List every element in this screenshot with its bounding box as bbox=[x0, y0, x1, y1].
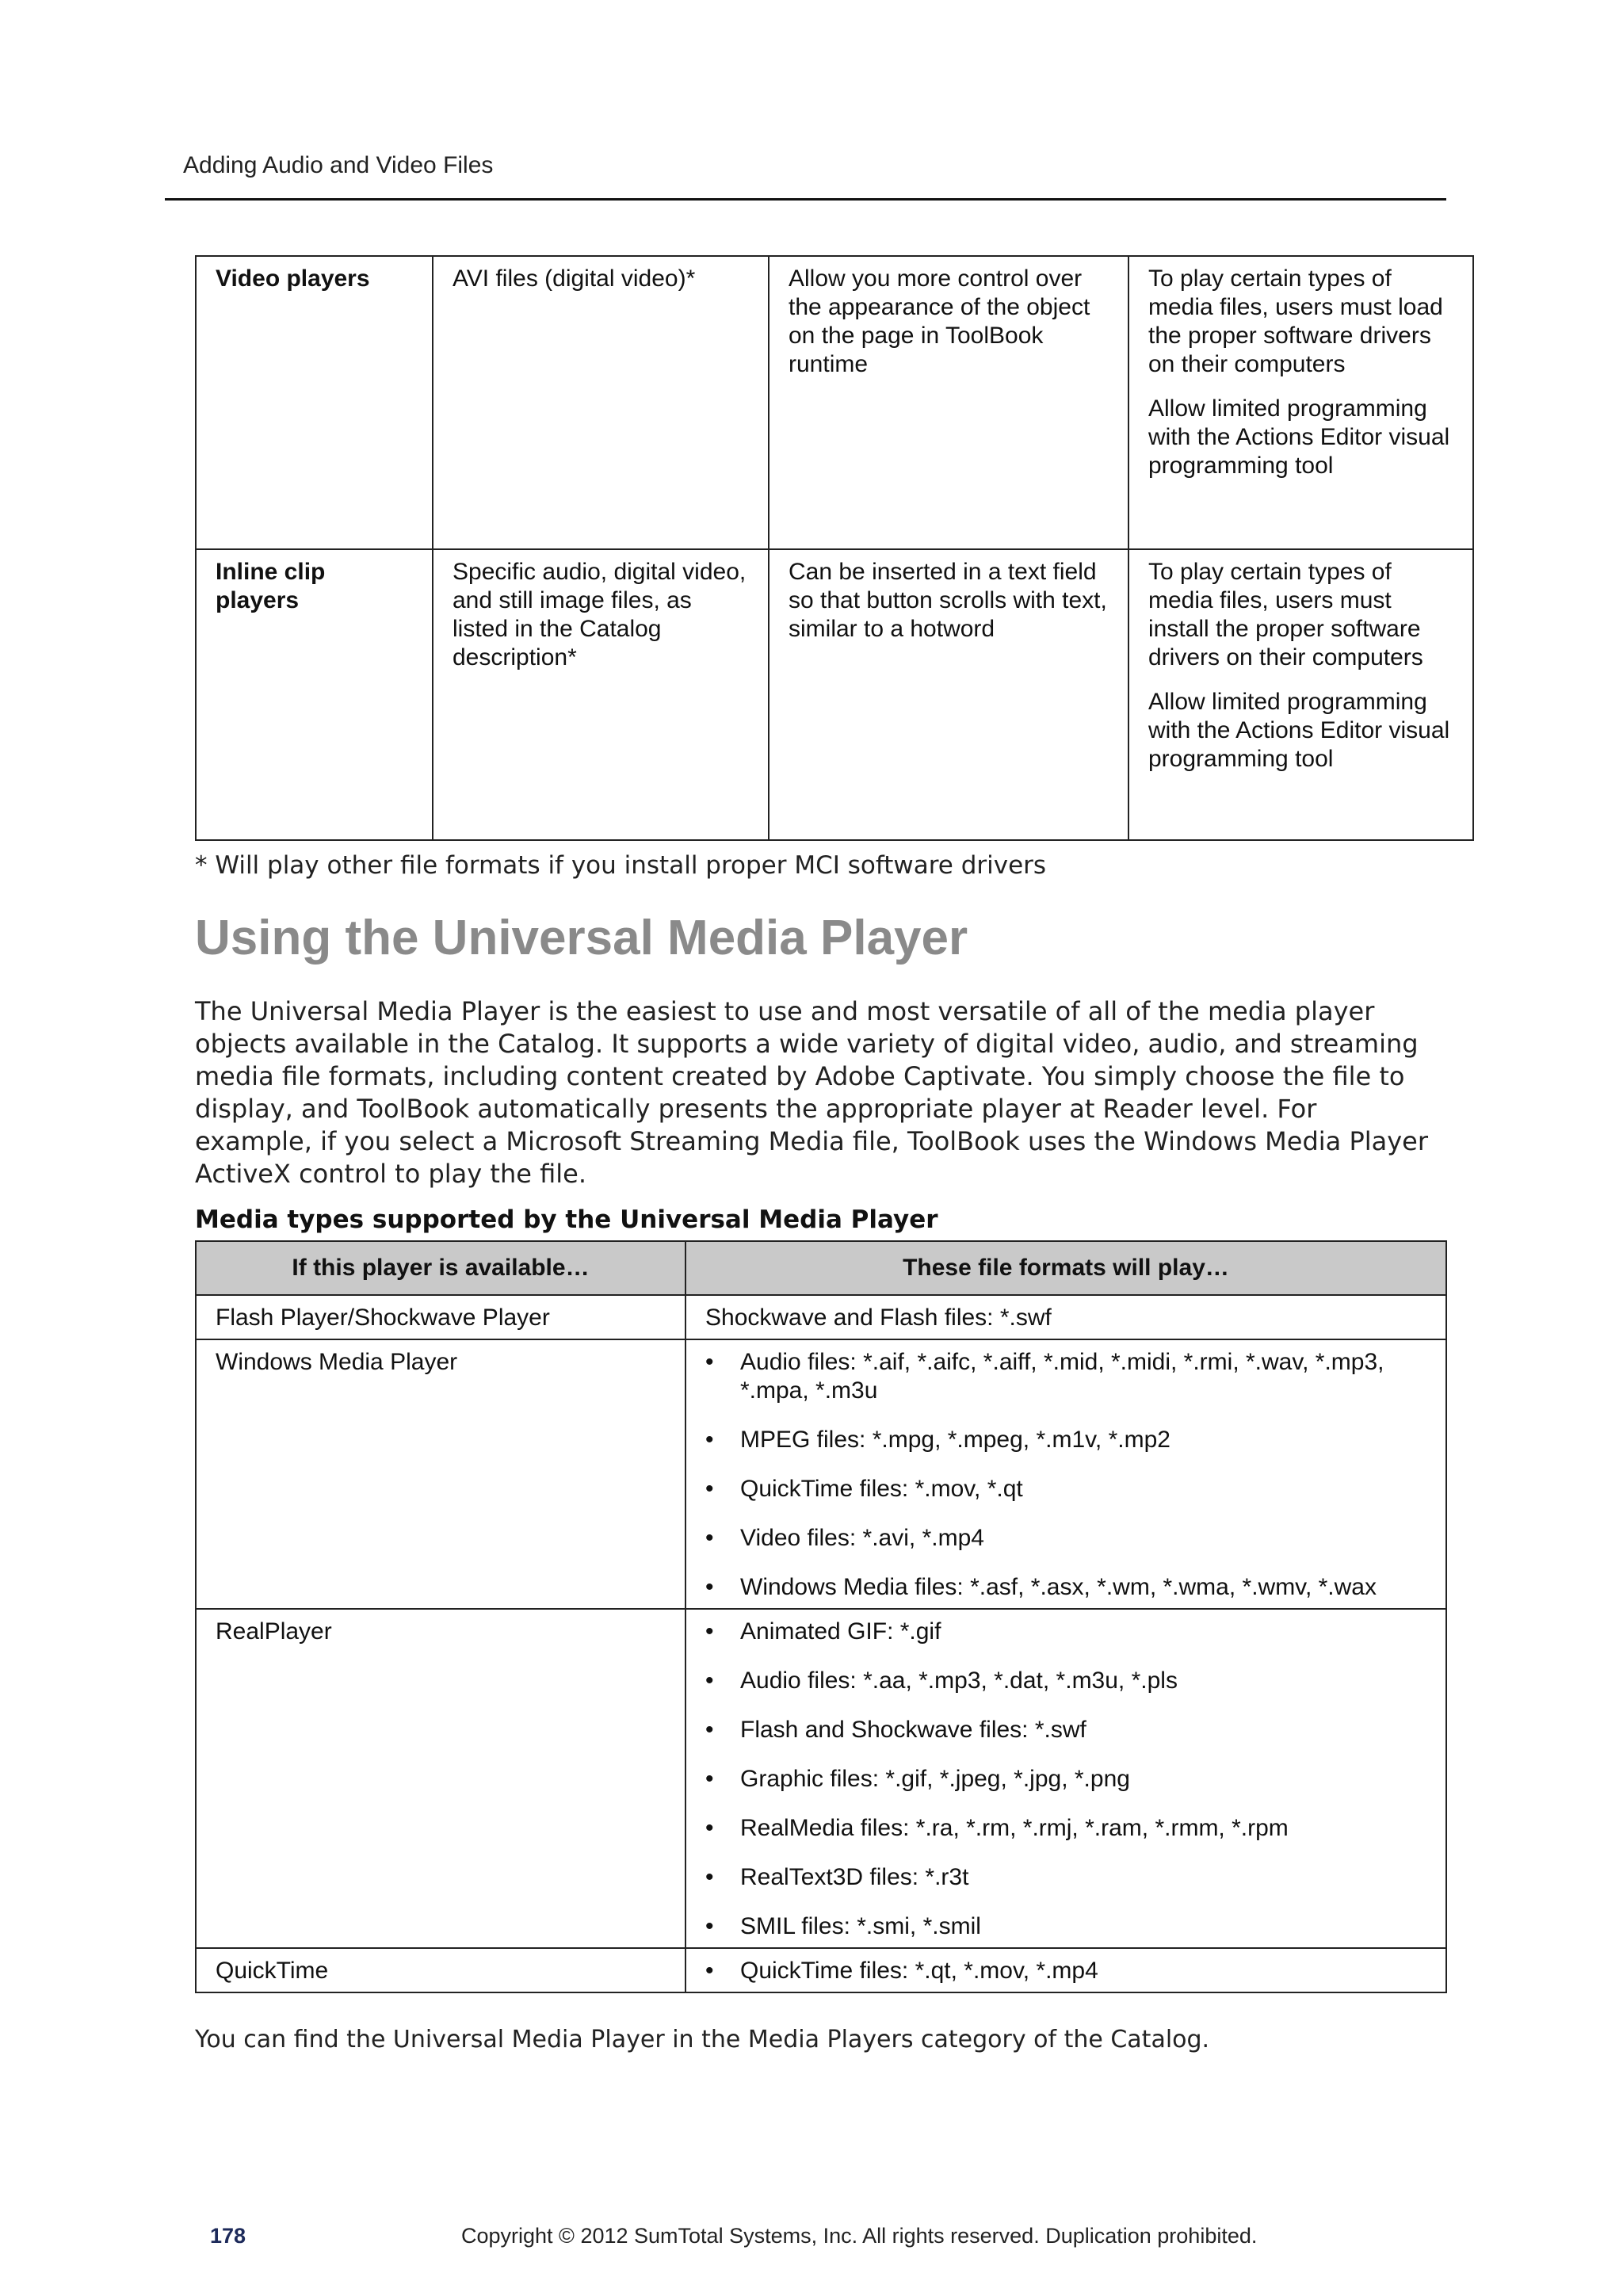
table-row bbox=[196, 1609, 1446, 1948]
list-item: • Windows Media files: *.asf, *.asx, *.wm, *.wma, *.wmv, *.wax bbox=[705, 1573, 1426, 1602]
header-rule bbox=[165, 198, 1446, 201]
limitation-text: Allow limited programming with the Actions Editor visual programming tool bbox=[1148, 689, 1450, 772]
format-list bbox=[705, 1348, 1426, 1602]
player-cell: RealPlayer bbox=[196, 1609, 685, 1948]
list-item: • Animated GIF: *.gif bbox=[705, 1618, 1426, 1646]
intro-paragraph: The Universal Media Player is the easiest to use and most versatile of all of the media player objects available in the Catalog. It supports a wide variety of digital video, audio, and streaming media file formats, including content created by Adobe Captivate. You simply choose the file to display, and ToolBook automatically presents the appropriate player at Reader level. For example, if you select a Microsoft Streaming Media file, ToolBook uses the Windows Media Player ActiveX control to play the file. bbox=[195, 996, 1429, 1189]
formats-cell bbox=[685, 1948, 1446, 1992]
table-footnote: * Will play other file formats if you install proper MCI software drivers bbox=[195, 851, 1047, 880]
file-types-cell: AVI files (digital video)* bbox=[433, 256, 769, 549]
player-cell: Flash Player/Shockwave Player bbox=[196, 1295, 685, 1339]
formats-cell: Shockwave and Flash files: *.swf bbox=[685, 1295, 1446, 1339]
list-item: • QuickTime files: *.qt, *.mov, *.mp4 bbox=[705, 1957, 1426, 1985]
file-types-cell: Specific audio, digital video, and still image files, as listed in the Catalog description* bbox=[433, 549, 769, 840]
advantages-cell: Can be inserted in a text field so that button scrolls with text, similar to a hotword bbox=[769, 549, 1128, 840]
player-cell: QuickTime bbox=[196, 1948, 685, 1992]
player-cell: Windows Media Player bbox=[196, 1339, 685, 1609]
list-item: • SMIL files: *.smi, *.smil bbox=[705, 1912, 1426, 1941]
player-types-table bbox=[195, 255, 1474, 841]
running-header: Adding Audio and Video Files bbox=[183, 152, 494, 178]
closing-paragraph: You can find the Universal Media Player in the Media Players category of the Catalog. bbox=[195, 2026, 1210, 2053]
table-row bbox=[196, 1295, 1446, 1339]
advantages-cell: Allow you more control over the appearance of the object on the page in ToolBook runtime bbox=[769, 256, 1128, 549]
list-item: • MPEG files: *.mpg, *.mpeg, *.m1v, *.mp2 bbox=[705, 1426, 1426, 1454]
limitation-text: To play certain types of media files, users must install the proper software drivers on their computers bbox=[1148, 559, 1423, 670]
list-item: • Audio files: *.aif, *.aifc, *.aiff, *.mid, *.midi, *.rmi, *.wav, *.mp3, *.mpa, *.m3u bbox=[705, 1348, 1426, 1405]
format-list bbox=[705, 1957, 1426, 1985]
formats-cell bbox=[685, 1339, 1446, 1609]
limitation-text: Allow limited programming with the Actions Editor visual programming tool bbox=[1148, 395, 1450, 479]
table-row bbox=[196, 1339, 1446, 1609]
limitation-text: To play certain types of media files, users must load the proper software drivers on their computers bbox=[1148, 266, 1443, 377]
column-header: If this player is available… bbox=[196, 1241, 685, 1295]
list-item: • RealText3D files: *.r3t bbox=[705, 1863, 1426, 1892]
column-header: These file formats will play… bbox=[685, 1241, 1446, 1295]
limitations-cell bbox=[1128, 256, 1473, 549]
format-list bbox=[705, 1618, 1426, 1941]
table-header-row bbox=[196, 1241, 1446, 1295]
list-item: • Graphic files: *.gif, *.jpeg, *.jpg, *.png bbox=[705, 1765, 1426, 1794]
table-caption: Media types supported by the Universal Media Player bbox=[195, 1205, 938, 1234]
player-type-cell: Video players bbox=[196, 256, 433, 549]
list-item: • Audio files: *.aa, *.mp3, *.dat, *.m3u, *.pls bbox=[705, 1667, 1426, 1695]
table-row bbox=[196, 256, 1473, 549]
list-item: • Flash and Shockwave files: *.swf bbox=[705, 1716, 1426, 1744]
list-item: • RealMedia files: *.ra, *.rm, *.rmj, *.ram, *.rmm, *.rpm bbox=[705, 1814, 1426, 1843]
limitations-cell bbox=[1128, 549, 1473, 840]
media-types-table bbox=[195, 1240, 1447, 1993]
copyright-notice: Copyright © 2012 SumTotal Systems, Inc. All rights reserved. Duplication prohibited. bbox=[461, 2224, 1258, 2248]
page-number: 178 bbox=[210, 2224, 246, 2248]
list-item: • QuickTime files: *.mov, *.qt bbox=[705, 1475, 1426, 1503]
table-row bbox=[196, 1948, 1446, 1992]
formats-cell bbox=[685, 1609, 1446, 1948]
list-item: • Video files: *.avi, *.mp4 bbox=[705, 1524, 1426, 1553]
section-title: Using the Universal Media Player bbox=[195, 911, 968, 965]
table-row bbox=[196, 549, 1473, 840]
player-type-cell: Inline clip players bbox=[196, 549, 433, 840]
